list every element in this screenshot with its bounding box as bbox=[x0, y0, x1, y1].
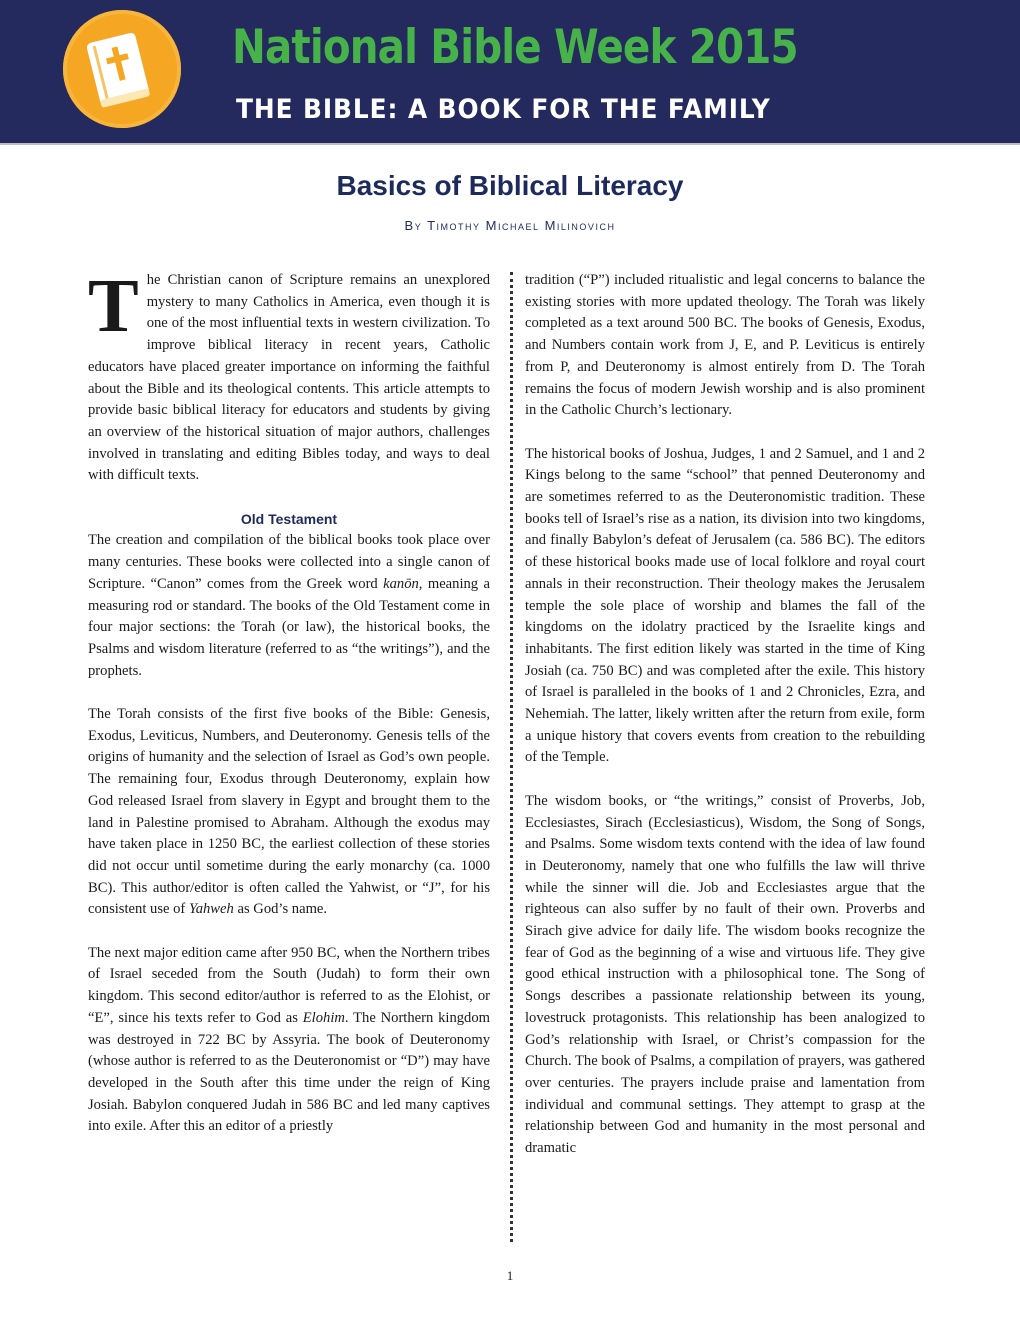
banner-divider bbox=[0, 143, 1020, 145]
event-subtitle: THE BIBLE: A BOOK FOR THE FAMILY bbox=[236, 94, 771, 125]
canon-paragraph: The creation and compilation of the biblical books took place over many centuries. These books were collected into a single canon of Scripture. “Canon” comes from the Greek word kanōn, meaning a measuring rod or standard. The books of the Old Testament come in four major sections: the Torah (or law), the historical books, the Psalms and wisdom literature (referred to as “the writings”), and the prophets. bbox=[88, 532, 490, 679]
historical-books-paragraph: The historical books of Joshua, Judges, 1 and 2 Samuel, and 1 and 2 Kings belong to the same “school” that penned Deuteronomy and are sometimes referred to as the Deuteronomistic tradition. These books tell of Israel’s rise as a nation, its division into two kingdoms, and finally Babylon’s defeat of Jerusalem (ca. 586 BC). The editors of these historical books made use of local folklore and royal court annals in their reconstruction. Their theology makes the Jerusalem temple the sole place of worship and blames the fall of the kingdoms on the idolatry practiced by the Israelite kings and inhabitants. The first edition likely was started in the time of King Josiah (ca. 750 BC) and was completed after the exile. This history of Israel is paralleled in the books of 1 and 2 Chronicles, Ezra, and Nehemiah. The latter, likely written after the return from exile, form a unique history that covers events from creation to the rebuilding of the Temple. bbox=[525, 445, 925, 766]
left-column bbox=[88, 264, 490, 1160]
event-title: National Bible Week 2015 bbox=[232, 20, 798, 75]
right-column bbox=[525, 270, 925, 1181]
header-banner bbox=[0, 0, 1020, 143]
article-byline: By Timothy Michael Milinovich bbox=[404, 218, 616, 233]
torah-paragraph: The Torah consists of the first five books of the Bible: Genesis, Exodus, Leviticus, Numbers, and Deuteronomy. Genesis tells of the origins of humanity and the selection of Israel as God’s own people. The remaining four, Exodus through Deuteronomy, explain how God released Israel from slavery in Egypt and brought them to the land in Palestine promised to Abraham. Although the exodus may have taken place in 1250 BC, the earliest collection of these stories did not occur until sometime during the early monarchy (ca. 1000 BC). This author/editor is often called the Yahwist, or “J”, for his consistent use of Yahweh as God’s name. bbox=[88, 706, 490, 918]
column-divider bbox=[510, 272, 513, 1242]
priestly-paragraph: tradition (“P”) included ritualistic and legal concerns to balance the existing stories with more updated theology. The Torah was likely completed as a text around 500 BC. The books of Genesis, Exodus, and Numbers contain work from J, E, and P. Leviticus is entirely from P, and Deuteronomy is almost entirely from D. The Torah remains the focus of modern Jewish worship and is also prominent in the Catholic Church’s lectionary. bbox=[525, 272, 925, 419]
page-number: 1 bbox=[506, 1268, 514, 1283]
article-title: Basics of Biblical Literacy bbox=[336, 170, 684, 201]
wisdom-books-paragraph: The wisdom books, or “the writings,” consist of Proverbs, Job, Ecclesiastes, Sirach (Ecclesiasticus), Wisdom, the Song of Songs, and Psalms. Some wisdom texts contend with the idea of law found in Deuteronomy, namely that one who fulfills the law will thrive while the sinner will die. Job and Ecclesiastes argue that the righteous can also suffer by no fault of their own. Proverbs and Sirach give advice for daily life. The wisdom books recognize the fear of God as the beginning of a wise and virtuous life. They give good ethical instruction with a philosophical tone. The Song of Songs describes a passionate relationship between its young, lovestruck protagonists. This relationship has been analogized to God’s relationship with Israel, or Christ’s compassion for the Church. The book of Psalms, a compilation of prayers, was gathered over centuries. The prayers include praise and lamentation from individual and communal settings. They attempt to grasp at the relationship between God and humanity in the most personal and dramatic bbox=[525, 792, 925, 1157]
drop-cap: T bbox=[88, 264, 139, 348]
edition-paragraph: The next major edition came after 950 BC, when the Northern tribes of Israel seceded from the South (Judah) to form their own kingdom. This second editor/author is referred to as the Elohist, or “E”, since his texts refer to God as Elohim. The Northern kingdom was destroyed in 722 BC by Assyria. The book of Deuteronomy (whose author is referred to as the Deuteronomist or “D”) may have developed in the South after this time under the reign of King Josiah. Babylon conquered Judah in 586 BC and led many captives into exile. After this an editor of a priestly bbox=[88, 944, 490, 1135]
intro-paragraph: The Christian canon of Scripture remains an unexplored mystery to many Catholics in America, even though it is one of the most influential texts in western civilization. To improve biblical literacy in recent years, Catholic educators have placed greater importance on informing the faithful about the Bible and its theological contents. This article attempts to provide basic biblical literacy for educators and students by giving an overview of the historical situation of major authors, challenges involved in translating and editing Bibles today, and ways to deal with difficult texts. bbox=[88, 264, 490, 484]
bible-book-icon bbox=[63, 10, 181, 128]
section-heading-old-testament: Old Testament bbox=[240, 510, 338, 527]
